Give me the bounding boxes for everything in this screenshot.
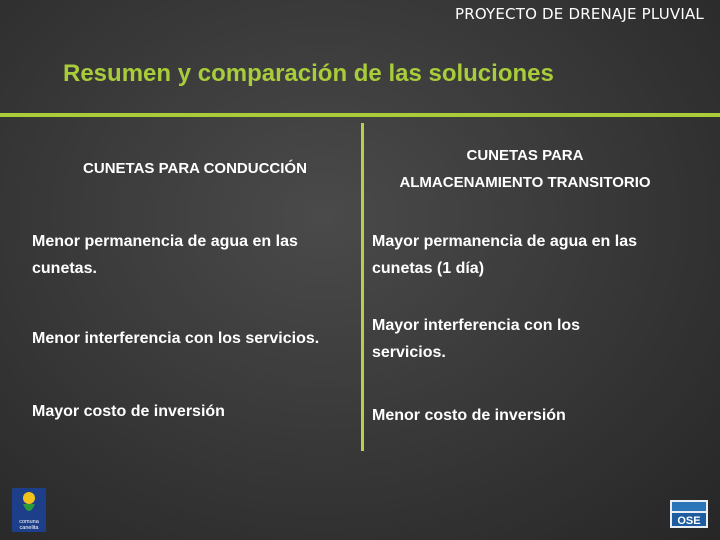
row1-right-line2: cunetas (1 día) [372, 260, 485, 277]
column-divider [361, 123, 364, 451]
row3-left-cell [32, 398, 357, 425]
municipality-logo [12, 488, 46, 532]
ose-logo [670, 500, 708, 528]
svg-text:OSE: OSE [677, 515, 701, 527]
row3-right-cell [372, 402, 712, 429]
row1-right-line1: Mayor permanencia de agua en las [372, 233, 637, 250]
row2-left-line1: Menor interferencia con los servicios. [32, 330, 320, 347]
row2-right-cell [372, 312, 712, 366]
row2-right-line1: Mayor interferencia con los [372, 317, 581, 334]
row3-right-line1: Menor costo de inversión [372, 407, 566, 424]
slide-title: Resumen y comparación de las soluciones [63, 60, 554, 87]
row1-left-cell [32, 228, 357, 282]
left-column-header: CUNETAS PARA CONDUCCIÓN [83, 160, 307, 177]
row1-left-line2: cunetas. [32, 260, 97, 277]
right-header-line2: ALMACENAMIENTO TRANSITORIO [399, 174, 651, 191]
row2-left-cell [32, 325, 362, 352]
row1-right-cell [372, 228, 712, 282]
right-column-header [370, 142, 680, 196]
row1-left-line1: Menor permanencia de agua en las [32, 233, 298, 250]
header-title: PROYECTO DE DRENAJE PLUVIAL [454, 5, 704, 23]
row2-right-line2: servicios. [372, 344, 446, 361]
right-header-line1: CUNETAS PARA [466, 147, 584, 164]
svg-text:canelita: canelita [19, 525, 39, 531]
svg-text:comuna: comuna [19, 519, 39, 525]
row3-left-line1: Mayor costo de inversión [32, 403, 225, 420]
title-rule [0, 113, 720, 117]
